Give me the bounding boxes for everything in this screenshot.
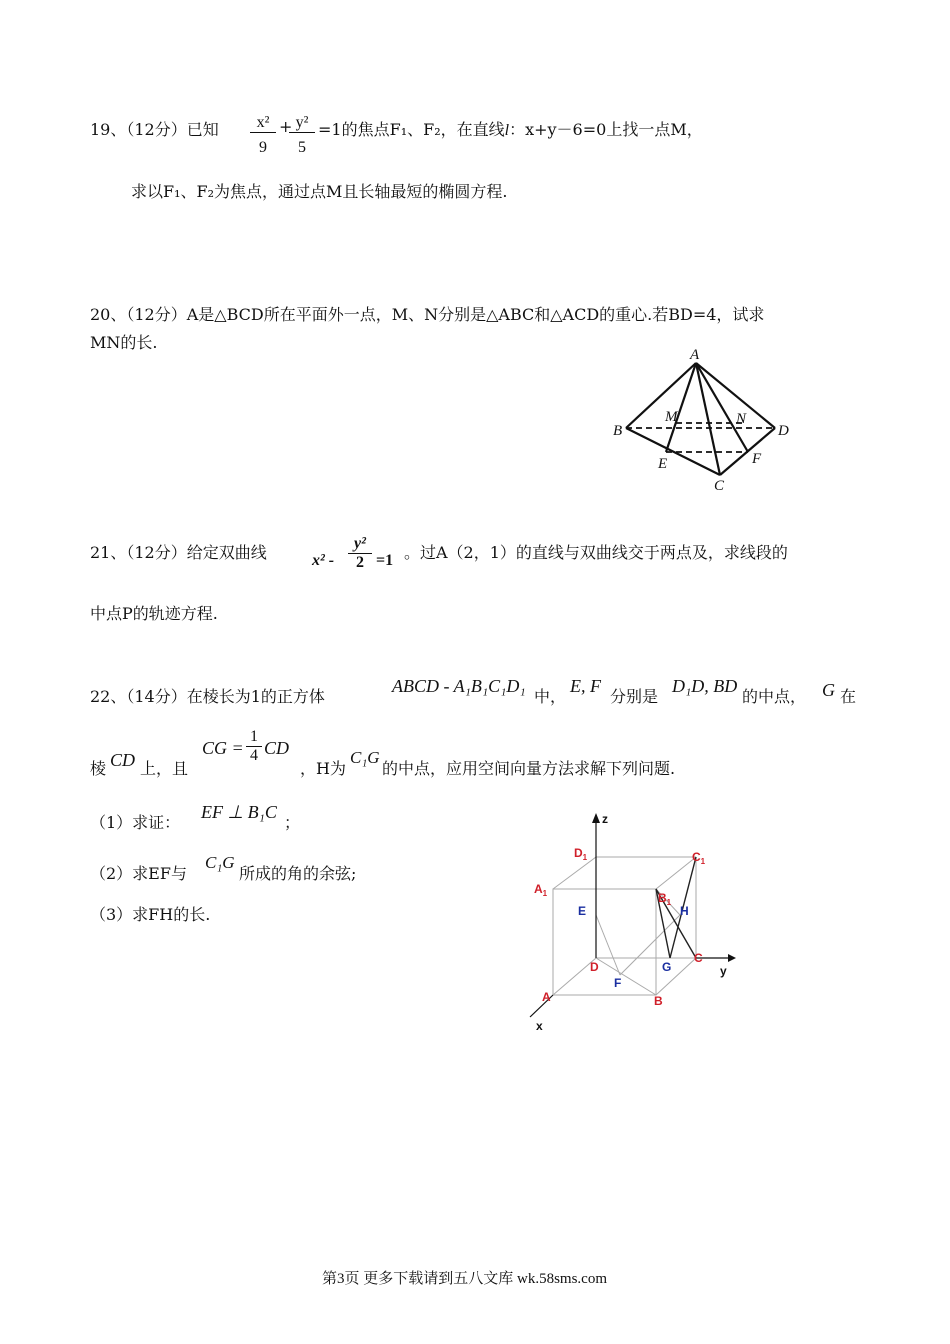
q22-axis-x: x	[536, 1019, 543, 1033]
q19-line2: 求以F₁、F₂为焦点，通过点M且长轴最短的椭圆方程.	[131, 182, 508, 201]
q22-cg-frac	[246, 728, 262, 765]
q22-label-g: G	[662, 960, 672, 974]
q22-label-a1: $A_1$	[534, 882, 548, 898]
q22-prefix: 22、（14分）在棱长为1的正方体	[90, 687, 325, 706]
q22-cg-den: 4	[250, 747, 258, 764]
q22-cube: ABCD - A₁B₁C₁D₁	[392, 676, 526, 696]
page-footer: 第3页 更多下载请到五八文库 wk.58sms.com	[322, 1271, 608, 1287]
q19-line-eq: ：x+y－6=0上找一点M，	[509, 120, 703, 139]
q21-eq-right: =1	[376, 552, 394, 569]
q19-prefix: 19、（12分）已知	[90, 120, 219, 139]
q22-ef: E, F	[570, 676, 601, 696]
q21-eq-left: x² -	[312, 552, 335, 569]
q22-label-b: B	[654, 994, 663, 1008]
q20-label-b: B	[613, 423, 623, 439]
q22-g: G	[822, 680, 835, 700]
q22-segs: D₁D, BD	[672, 676, 738, 696]
q22-cd: CD	[110, 750, 136, 770]
q22-p1-math: EF ⊥ B₁C	[201, 802, 277, 822]
q22-cg-left: CG =	[202, 738, 244, 758]
q20-pyramid-figure	[608, 345, 798, 490]
q22-p2-suffix: 所成的角的余弦;	[239, 864, 357, 883]
q20-label-e: E	[658, 456, 668, 472]
q20-label-a: A	[690, 347, 700, 363]
q20-label-d: D	[778, 423, 789, 439]
q19-frac-x	[250, 114, 276, 157]
q22-line2-c: ，H为	[300, 759, 346, 778]
q20-label-f: F	[752, 451, 762, 467]
q22-label-a: A	[542, 990, 551, 1004]
q21-frac-num: y²	[348, 535, 372, 554]
q22-label-e: E	[578, 904, 587, 918]
q22-mid3: 的中点，	[742, 687, 807, 706]
q21-prefix: 21、（12分）给定双曲线	[90, 543, 267, 562]
q22-mid2: 分别是	[610, 687, 659, 706]
q22-axis-z: z	[602, 812, 608, 826]
q22-axis-y: y	[720, 964, 727, 978]
q19-line1	[90, 117, 219, 140]
q22-label-d1: $D_1$	[574, 846, 588, 862]
q20-line2: MN的长.	[90, 333, 158, 352]
q19-frac1-num: x²	[250, 114, 276, 133]
q19-frac2-den: 5	[298, 139, 306, 156]
q22-part2-prefix: （2）求EF与	[90, 864, 187, 883]
q22-mid1: 中，	[534, 687, 567, 706]
q20-label-m: M	[665, 409, 678, 425]
q22-label-c1: $C_1$	[692, 850, 706, 866]
q22-part3: （3）求FH的长.	[90, 905, 211, 924]
q22-line2-d: 的中点，应用空间向量方法求解下列问题.	[382, 759, 676, 778]
q22-label-d: D	[590, 960, 599, 974]
q20-line1: 20、（12分）A是△BCD所在平面外一点，M、N分别是△ABC和△ACD的重心.若BD=4，试求	[90, 305, 765, 324]
q22-cg-right: CD	[264, 738, 290, 758]
q19-frac-y	[289, 114, 315, 157]
q22-line2-b: 上，且	[140, 759, 189, 778]
q20-label-c: C	[714, 478, 725, 490]
q19-line1-rest	[318, 117, 703, 140]
q21-frac-den: 2	[356, 554, 364, 571]
q19-frac1-den: 9	[259, 139, 267, 156]
q22-p2-math: C₁G	[205, 853, 235, 872]
q22-label-b1: $B_1$	[658, 891, 672, 907]
q22-c1g: C₁G	[350, 748, 380, 767]
q22-p1-prefix: （1）求证：	[90, 813, 181, 832]
q20-label-n: N	[736, 411, 747, 427]
q19-line-name: l	[504, 122, 510, 139]
q22-line1	[90, 684, 325, 707]
q21-suffix: 。过A（2，1）的直线与双曲线交于两点及，求线段的	[404, 543, 788, 562]
q22-mid4: 在	[840, 687, 857, 706]
q22-label-h: H	[680, 904, 689, 918]
q22-part1	[90, 810, 180, 833]
q21-line2: 中点P的轨迹方程.	[90, 604, 218, 623]
q22-p1-suffix: ；	[284, 813, 301, 832]
q22-label-c: C	[694, 951, 703, 965]
q19-plus: +	[279, 117, 293, 136]
q22-line2-a: 棱	[90, 759, 107, 778]
q19-frac2-num: y²	[289, 114, 315, 133]
q22-label-f: F	[614, 976, 622, 990]
q19-after-frac: =1的焦点F₁、F₂，在直线	[318, 120, 505, 139]
q22-cg-num: 1	[246, 728, 262, 747]
q22-cube-figure	[520, 805, 750, 1035]
q21-frac	[348, 535, 372, 572]
